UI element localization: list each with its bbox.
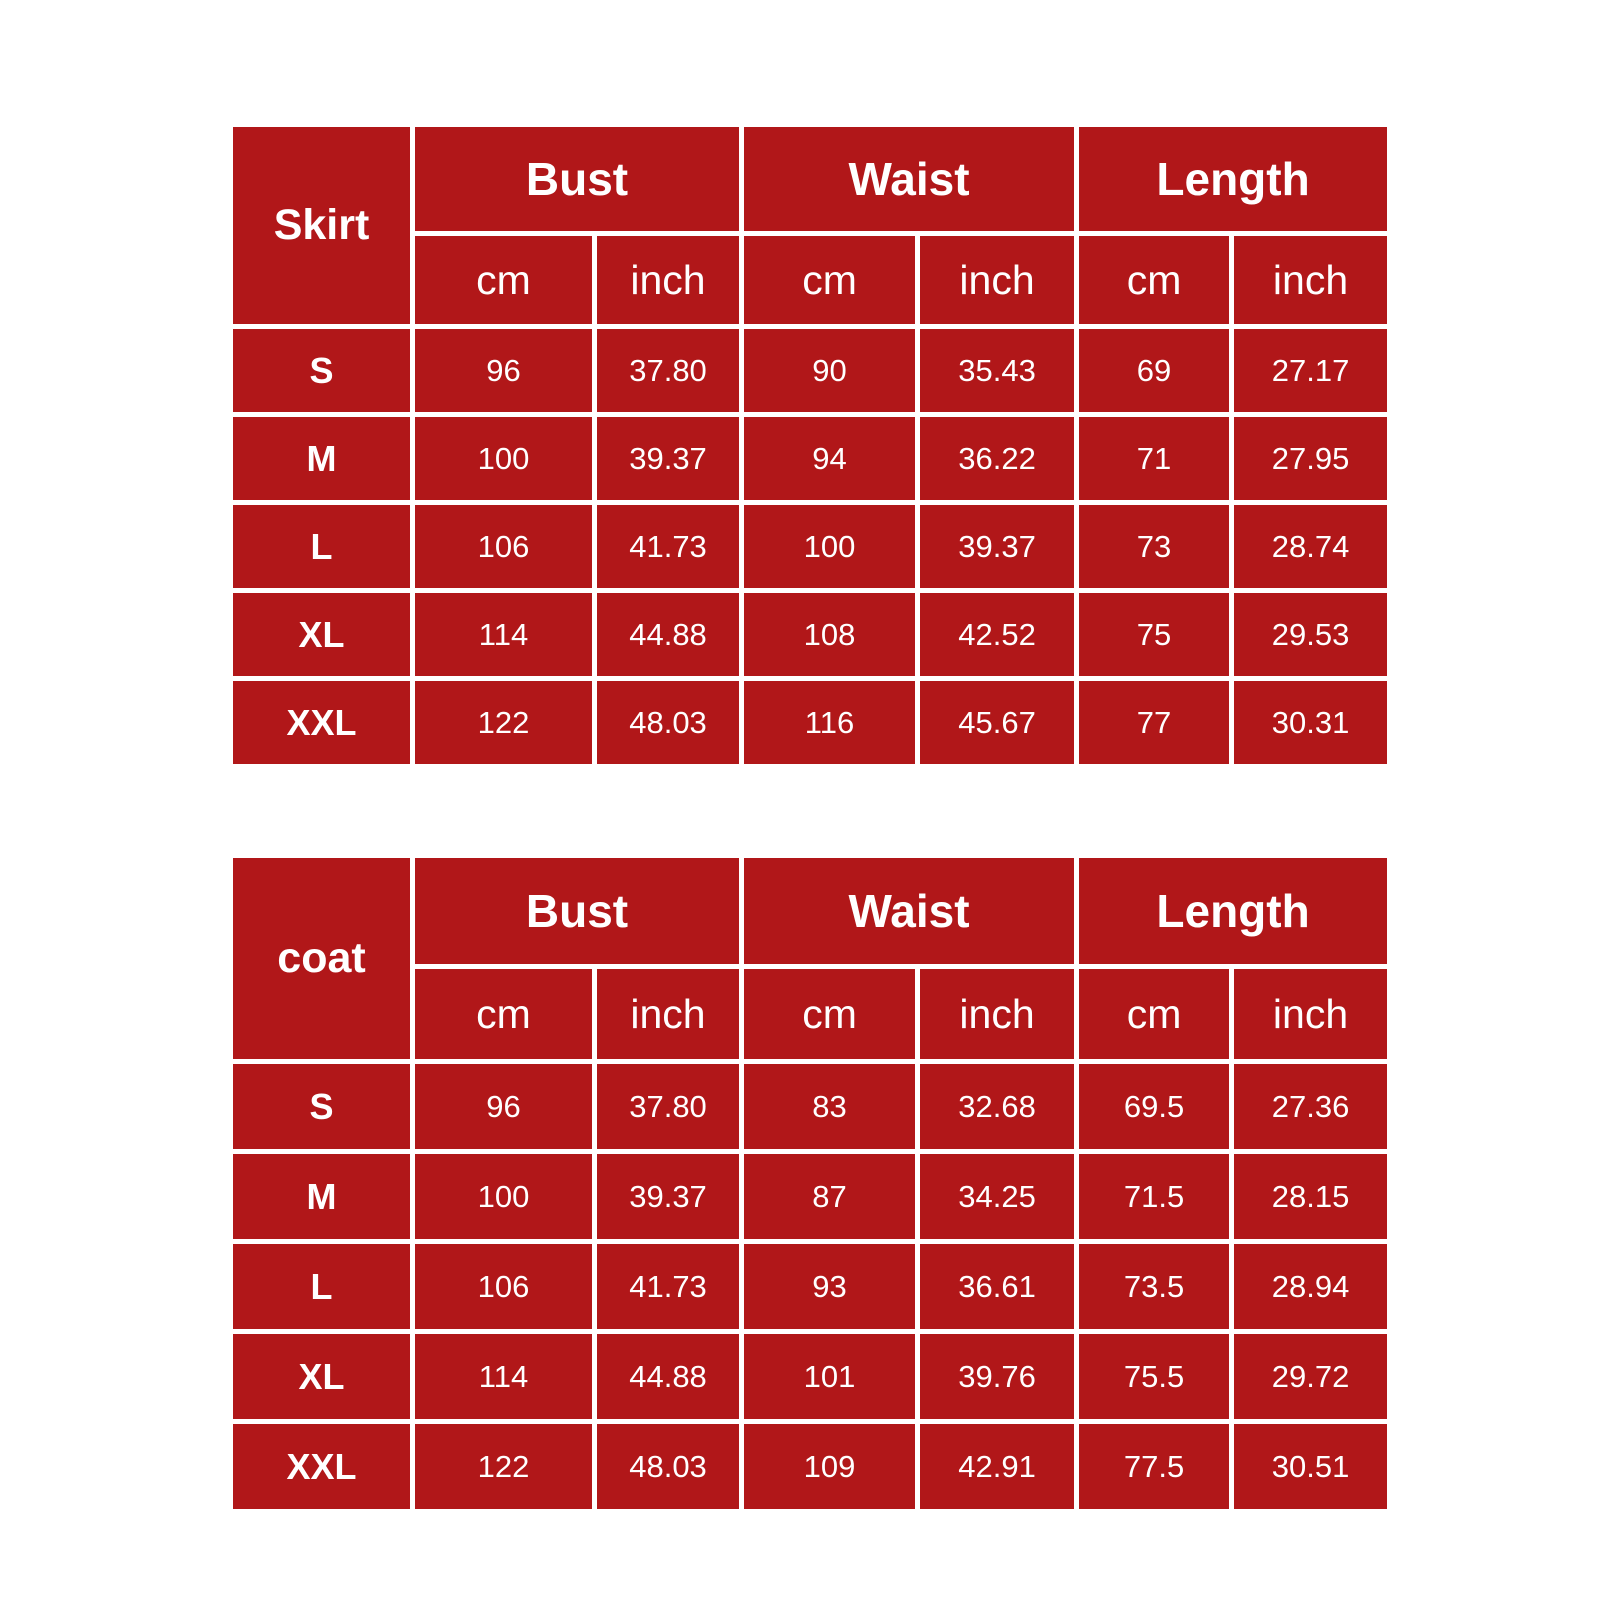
value-cell: 45.67 <box>920 681 1074 764</box>
skirt-waist-inch-header: inch <box>920 236 1074 324</box>
skirt-group-header-bust: Bust <box>415 127 739 231</box>
skirt-length-inch-header: inch <box>1234 236 1387 324</box>
coat-waist-cm-header: cm <box>744 969 915 1059</box>
coat-bust-cm-header: cm <box>415 969 592 1059</box>
value-cell: 100 <box>415 1154 592 1239</box>
size-cell: L <box>233 1244 410 1329</box>
value-cell: 100 <box>744 505 915 588</box>
skirt-row-l <box>233 505 1387 588</box>
value-cell: 39.76 <box>920 1334 1074 1419</box>
coat-row-s <box>233 1064 1387 1149</box>
value-cell: 32.68 <box>920 1064 1074 1149</box>
value-cell: 37.80 <box>597 329 739 412</box>
coat-length-cm-header: cm <box>1079 969 1229 1059</box>
value-cell: 34.25 <box>920 1154 1074 1239</box>
value-cell: 29.53 <box>1234 593 1387 676</box>
coat-table-title: coat <box>233 858 410 1059</box>
coat-bust-inch-header: inch <box>597 969 739 1059</box>
value-cell: 44.88 <box>597 593 739 676</box>
skirt-table-title: Skirt <box>233 127 410 324</box>
value-cell: 30.31 <box>1234 681 1387 764</box>
value-cell: 42.52 <box>920 593 1074 676</box>
value-cell: 77 <box>1079 681 1229 764</box>
skirt-length-cm-header: cm <box>1079 236 1229 324</box>
coat-waist-inch-header: inch <box>920 969 1074 1059</box>
value-cell: 93 <box>744 1244 915 1329</box>
skirt-bust-inch-header: inch <box>597 236 739 324</box>
value-cell: 73 <box>1079 505 1229 588</box>
skirt-row-xl <box>233 593 1387 676</box>
value-cell: 36.61 <box>920 1244 1074 1329</box>
skirt-size-table <box>228 122 1392 769</box>
skirt-group-header-length: Length <box>1079 127 1387 231</box>
value-cell: 28.94 <box>1234 1244 1387 1329</box>
skirt-row-s <box>233 329 1387 412</box>
value-cell: 35.43 <box>920 329 1074 412</box>
coat-row-l <box>233 1244 1387 1329</box>
value-cell: 44.88 <box>597 1334 739 1419</box>
coat-group-header-bust: Bust <box>415 858 739 964</box>
value-cell: 106 <box>415 1244 592 1329</box>
value-cell: 48.03 <box>597 681 739 764</box>
coat-size-table <box>228 853 1392 1514</box>
value-cell: 39.37 <box>920 505 1074 588</box>
value-cell: 94 <box>744 417 915 500</box>
value-cell: 75.5 <box>1079 1334 1229 1419</box>
value-cell: 28.15 <box>1234 1154 1387 1239</box>
skirt-header-row <box>233 127 1387 231</box>
coat-row-m <box>233 1154 1387 1239</box>
value-cell: 116 <box>744 681 915 764</box>
size-cell: S <box>233 329 410 412</box>
size-cell: M <box>233 1154 410 1239</box>
value-cell: 87 <box>744 1154 915 1239</box>
value-cell: 90 <box>744 329 915 412</box>
value-cell: 73.5 <box>1079 1244 1229 1329</box>
skirt-waist-cm-header: cm <box>744 236 915 324</box>
value-cell: 30.51 <box>1234 1424 1387 1509</box>
value-cell: 39.37 <box>597 1154 739 1239</box>
value-cell: 109 <box>744 1424 915 1509</box>
coat-group-header-length: Length <box>1079 858 1387 964</box>
coat-length-inch-header: inch <box>1234 969 1387 1059</box>
value-cell: 41.73 <box>597 505 739 588</box>
value-cell: 75 <box>1079 593 1229 676</box>
value-cell: 122 <box>415 1424 592 1509</box>
skirt-row-m <box>233 417 1387 500</box>
coat-header-row <box>233 858 1387 964</box>
value-cell: 28.74 <box>1234 505 1387 588</box>
size-cell: XXL <box>233 681 410 764</box>
value-cell: 27.17 <box>1234 329 1387 412</box>
skirt-row-xxl <box>233 681 1387 764</box>
coat-row-xxl <box>233 1424 1387 1509</box>
value-cell: 71 <box>1079 417 1229 500</box>
size-cell: XL <box>233 593 410 676</box>
size-cell: M <box>233 417 410 500</box>
coat-row-xl <box>233 1334 1387 1419</box>
value-cell: 100 <box>415 417 592 500</box>
value-cell: 71.5 <box>1079 1154 1229 1239</box>
value-cell: 77.5 <box>1079 1424 1229 1509</box>
value-cell: 83 <box>744 1064 915 1149</box>
skirt-bust-cm-header: cm <box>415 236 592 324</box>
size-cell: S <box>233 1064 410 1149</box>
value-cell: 69.5 <box>1079 1064 1229 1149</box>
value-cell: 27.95 <box>1234 417 1387 500</box>
value-cell: 114 <box>415 1334 592 1419</box>
value-cell: 106 <box>415 505 592 588</box>
value-cell: 108 <box>744 593 915 676</box>
value-cell: 69 <box>1079 329 1229 412</box>
skirt-group-header-waist: Waist <box>744 127 1074 231</box>
value-cell: 114 <box>415 593 592 676</box>
value-cell: 29.72 <box>1234 1334 1387 1419</box>
value-cell: 96 <box>415 329 592 412</box>
value-cell: 41.73 <box>597 1244 739 1329</box>
value-cell: 27.36 <box>1234 1064 1387 1149</box>
value-cell: 101 <box>744 1334 915 1419</box>
value-cell: 96 <box>415 1064 592 1149</box>
value-cell: 48.03 <box>597 1424 739 1509</box>
value-cell: 36.22 <box>920 417 1074 500</box>
size-cell: L <box>233 505 410 588</box>
value-cell: 42.91 <box>920 1424 1074 1509</box>
size-cell: XL <box>233 1334 410 1419</box>
value-cell: 37.80 <box>597 1064 739 1149</box>
value-cell: 39.37 <box>597 417 739 500</box>
coat-group-header-waist: Waist <box>744 858 1074 964</box>
value-cell: 122 <box>415 681 592 764</box>
size-cell: XXL <box>233 1424 410 1509</box>
